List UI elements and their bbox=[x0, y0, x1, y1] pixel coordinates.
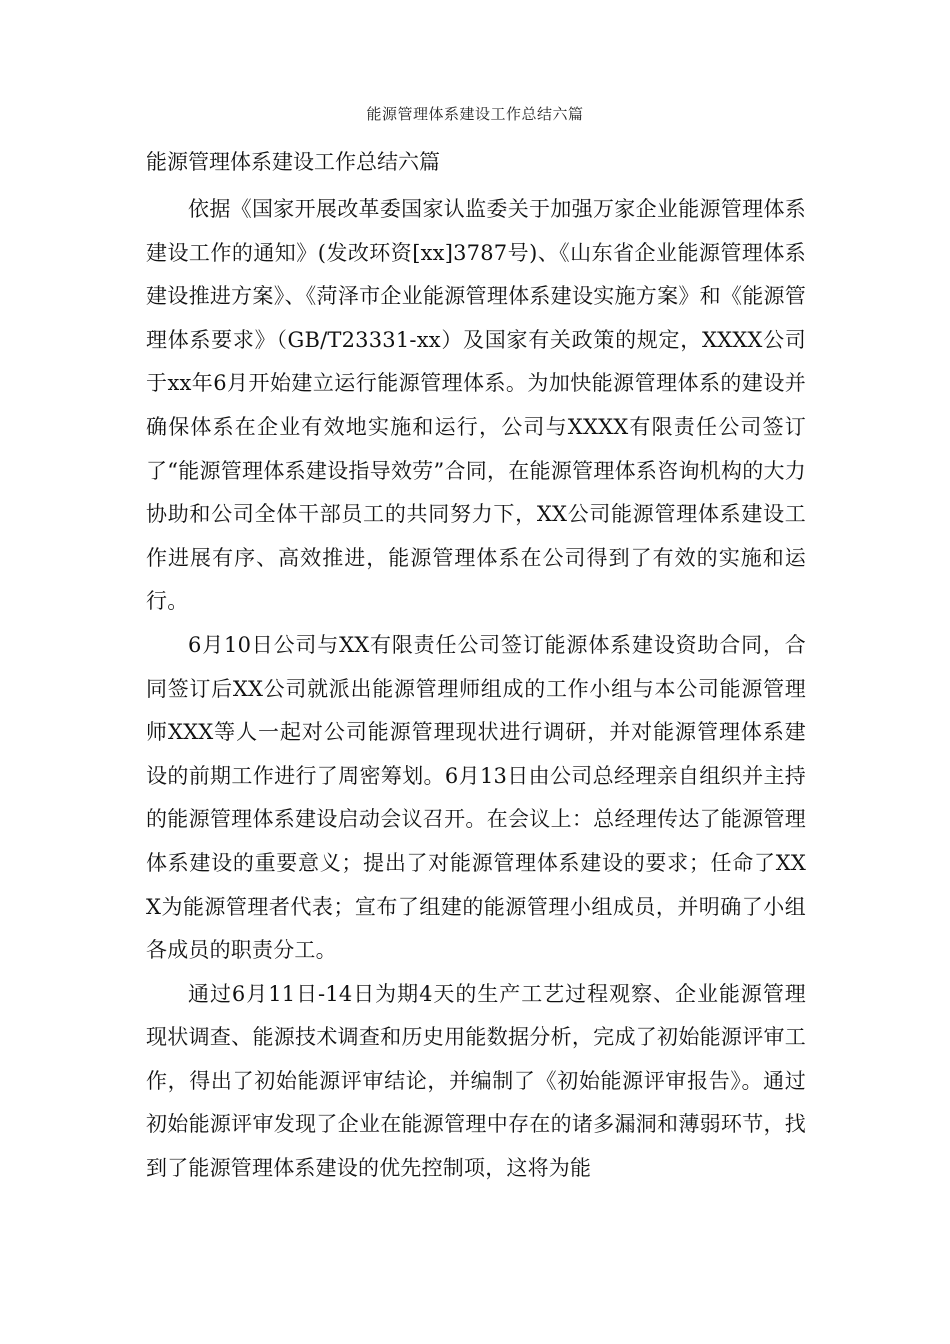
document-body bbox=[146, 188, 806, 1191]
paragraph: 依据《国家开展改革委国家认监委关于加强万家企业能源管理体系建设工作的通知》(发改环资[xx]3787号)、《山东省企业能源管理体系建设推进方案》、《菏泽市企业能源管理体系建设实施方案》和《能源管理体系要求》（GB/T23331-xx）及国家有关政策的规定，XXXX公司于xx年6月开始建立运行能源管理体系。为加快能源管理体系的建设并确保体系在企业有效地实施和运行，公司与XXXX有限责任公司签订了“能源管理体系建设指导效劳”合同，在能源管理体系咨询机构的大力协助和公司全体干部员工的共同努力下，XX公司能源管理体系建设工作进展有序、高效推进，能源管理体系在公司得到了有效的实施和运行。 bbox=[146, 197, 806, 614]
running-header: 能源管理体系建设工作总结六篇 bbox=[366, 105, 584, 123]
document-title: 能源管理体系建设工作总结六篇 bbox=[146, 150, 440, 174]
paragraph: 6月10日公司与XX有限责任公司签订能源体系建设资助合同，合同签订后XX公司就派出能源管理师组成的工作小组与本公司能源管理师XXX等人一起对公司能源管理现状进行调研，并对能源管理体系建设的前期工作进行了周密筹划。6月13日由公司总经理亲自组织并主持的能源管理体系建设启动会议召开。在会议上：总经理传达了能源管理体系建设的重要意义；提出了对能源管理体系建设的要求；任命了XXX为能源管理者代表；宣布了组建的能源管理小组成员，并明确了小组各成员的职责分工。 bbox=[146, 632, 806, 963]
paragraph: 通过6月11日-14日为期4天的生产工艺过程观察、企业能源管理现状调查、能源技术调查和历史用能数据分析，完成了初始能源评审工作，得出了初始能源评审结论，并编制了《初始能源评审报告》。通过初始能源评审发现了企业在能源管理中存在的诸多漏洞和薄弱环节，找到了能源管理体系建设的优先控制项，这将为能 bbox=[146, 981, 806, 1181]
